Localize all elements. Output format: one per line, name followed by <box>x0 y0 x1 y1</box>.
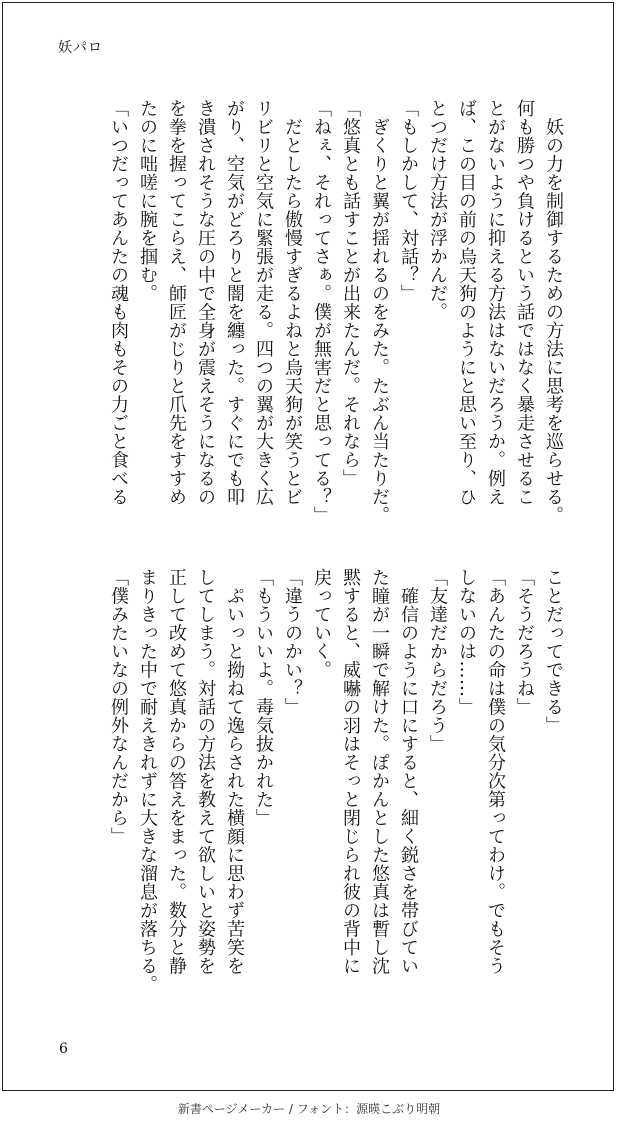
text-line: 「いつだってあんたの魂も肉もその力ごと食べる <box>108 99 129 506</box>
text-line: 「悠真とも話すことが出来たんだ。それなら」 <box>340 99 361 488</box>
text-line: 戻っていく。 <box>311 568 332 679</box>
text-line: ぷいっと拗ねて逸らされた横顔に思わず苦笑を <box>224 568 245 975</box>
text-line: 「ねぇ、それってさぁ。僕が無害だと思ってる？」 <box>311 99 332 525</box>
text-line: 「もういいよ。毒気抜かれた」 <box>253 568 274 827</box>
text-line: 確信のように口にすると、細く鋭さを帯びてい <box>398 568 419 975</box>
text-line: ことだってできる」 <box>543 568 564 735</box>
text-line: 正して改めて悠真からの答えをまった。数分と静 <box>166 568 187 975</box>
text-line: 黙すると、威嚇の羽はそっと閉じられ彼の背中に <box>340 568 361 975</box>
text-line: ば、この目の前の烏天狗のようにと思い至り、ひ <box>456 99 477 506</box>
text-line: ぎくりと翼が揺れるのをみた。たぶん当たりだ。 <box>369 99 390 525</box>
text-line: とつだけ方法が浮かんだ。 <box>427 99 448 321</box>
text-line: とがないように抑える方法はないだろうか。例え <box>485 99 506 506</box>
text-line: 「友達だからだろう」 <box>427 568 448 753</box>
text-line: き潰されそうな圧の中で全身が震えそうになるの <box>195 99 216 506</box>
text-line: してしまう。対話の方法を教えて欲しいと姿勢を <box>195 568 216 975</box>
text-line: まりきった中で耐えきれずに大きな溜息が落ちる。 <box>137 568 158 994</box>
text-block-upper <box>104 99 568 525</box>
text-line: を拳を握ってこらえ、師匠がじりと爪先をすすめ <box>166 99 187 506</box>
page-credit: 新書ページメーカー / フォント：源暎こぶり明朝 <box>177 1102 441 1116</box>
text-line: 妖の力を制御するための方法に思考を巡らせる。 <box>543 99 564 525</box>
book-page <box>2 2 614 1091</box>
text-line: 「僕みたいなの例外なんだから」 <box>108 568 129 846</box>
text-line: がり、空気がどろりと闇を纏った。すぐにでも叩 <box>224 99 245 506</box>
page-number: 6 <box>59 1041 68 1057</box>
text-block-lower <box>104 568 568 998</box>
text-line: リビリと空気に緊張が走る。四つの翼が大きく広 <box>253 99 274 506</box>
text-line: 「もしかして、対話？」 <box>398 99 419 303</box>
text-line: 「あんたの命は僕の気分次第ってわけ。でもそう <box>485 568 506 975</box>
text-line: しないのは……」 <box>456 568 477 716</box>
text-line: 何も勝つや負けるという話ではなく暴走させるこ <box>514 99 535 506</box>
text-line: たのに咄嗟に腕を掴む。 <box>137 99 158 303</box>
text-line: 「そうだろうね」 <box>514 568 535 716</box>
text-line: 「違うのかい？」 <box>282 568 303 716</box>
text-line: た瞳が一瞬で解けた。ぽかんとした悠真は暫し沈 <box>369 568 390 975</box>
running-header: 妖パロ <box>58 40 103 56</box>
text-line: だとしたら傲慢すぎるよねと烏天狗が笑うとビ <box>282 99 303 506</box>
